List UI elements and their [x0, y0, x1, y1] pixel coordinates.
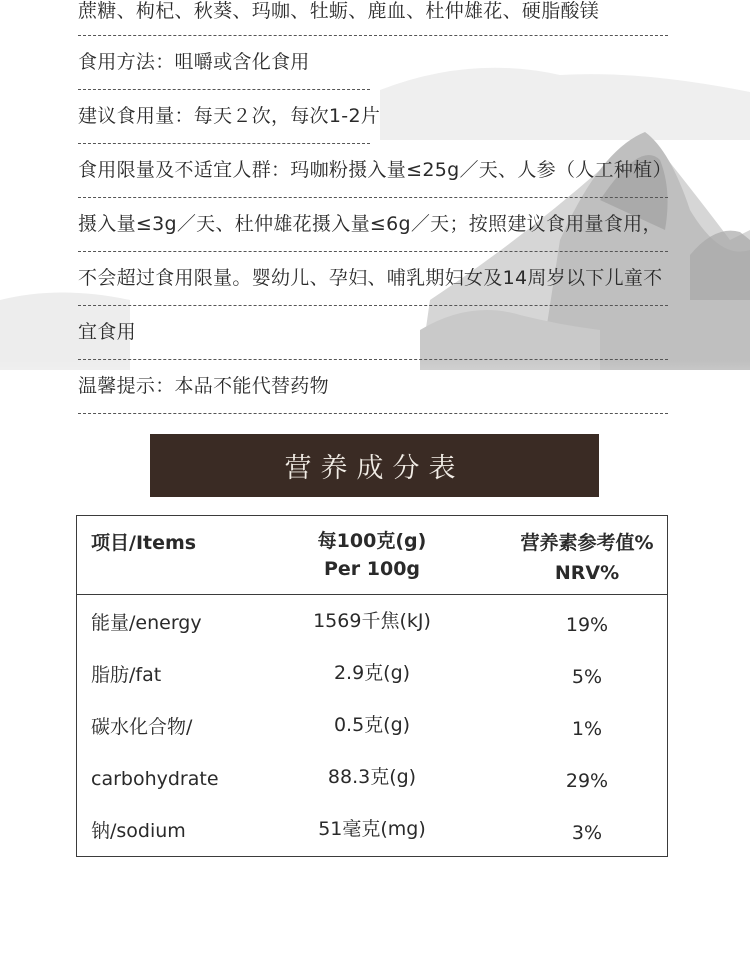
table-row-nrv: 29% — [565, 770, 609, 792]
table-row-per100: 88.3克(g) — [327, 766, 417, 788]
warning-line: 温馨提示：本品不能代替药物 — [78, 375, 329, 397]
limit-line-1: 食用限量及不适宜人群：玛咖粉摄入量≤25g／天、人参（人工种植） — [78, 159, 672, 181]
table-row-nrv: 19% — [565, 614, 609, 636]
dashed-divider — [78, 35, 668, 36]
header-divider — [77, 594, 667, 595]
table-row-per100: 51毫克(mg) — [318, 818, 426, 840]
header-per100-line1: 每100克(g) — [317, 530, 427, 552]
table-row-nrv: 5% — [571, 666, 603, 688]
dashed-divider — [78, 251, 668, 252]
table-row-item: 碳水化合物/ — [91, 716, 193, 738]
table-row-item: 能量/energy — [91, 612, 202, 634]
nutrition-table — [76, 515, 668, 857]
dashed-divider — [78, 359, 668, 360]
dashed-divider — [78, 197, 668, 198]
header-item: 项目/Items — [91, 532, 197, 554]
table-row-item: 钠/sodium — [91, 820, 186, 842]
table-row-per100: 1569千焦(kJ) — [313, 610, 431, 632]
dashed-divider — [78, 89, 370, 90]
dashed-divider — [78, 305, 668, 306]
dashed-divider — [78, 143, 370, 144]
limit-line-3: 不会超过食用限量。婴幼儿、孕妇、哺乳期妇女及14周岁以下儿童不 — [78, 267, 663, 289]
table-row-item: 脂肪/fat — [91, 664, 162, 686]
table-row-nrv: 1% — [571, 718, 603, 740]
header-nrv-line1: 营养素参考值% — [520, 532, 654, 554]
recommended-dose-line: 建议食用量：每天２次，每次1-2片 — [78, 105, 381, 127]
nutrition-table-title: 营养成分表 — [150, 434, 599, 497]
dashed-divider — [78, 413, 668, 414]
limit-line-4: 宜食用 — [78, 321, 136, 343]
usage-method-line: 食用方法：咀嚼或含化食用 — [78, 51, 310, 73]
header-nrv-line2: NRV% — [554, 562, 620, 584]
table-row-per100: 2.9克(g) — [333, 662, 411, 684]
table-row-nrv: 3% — [571, 822, 603, 844]
table-row-item: carbohydrate — [91, 768, 219, 790]
limit-line-2: 摄入量≤3g／天、杜仲雄花摄入量≤6g／天；按照建议食用量食用， — [78, 213, 662, 235]
table-row-per100: 0.5克(g) — [333, 714, 411, 736]
ingredients-line: 蔗糖、枸杞、秋葵、玛咖、牡蛎、鹿血、杜仲雄花、硬脂酸镁 — [78, 0, 600, 22]
header-per100-line2: Per 100g — [323, 558, 421, 580]
